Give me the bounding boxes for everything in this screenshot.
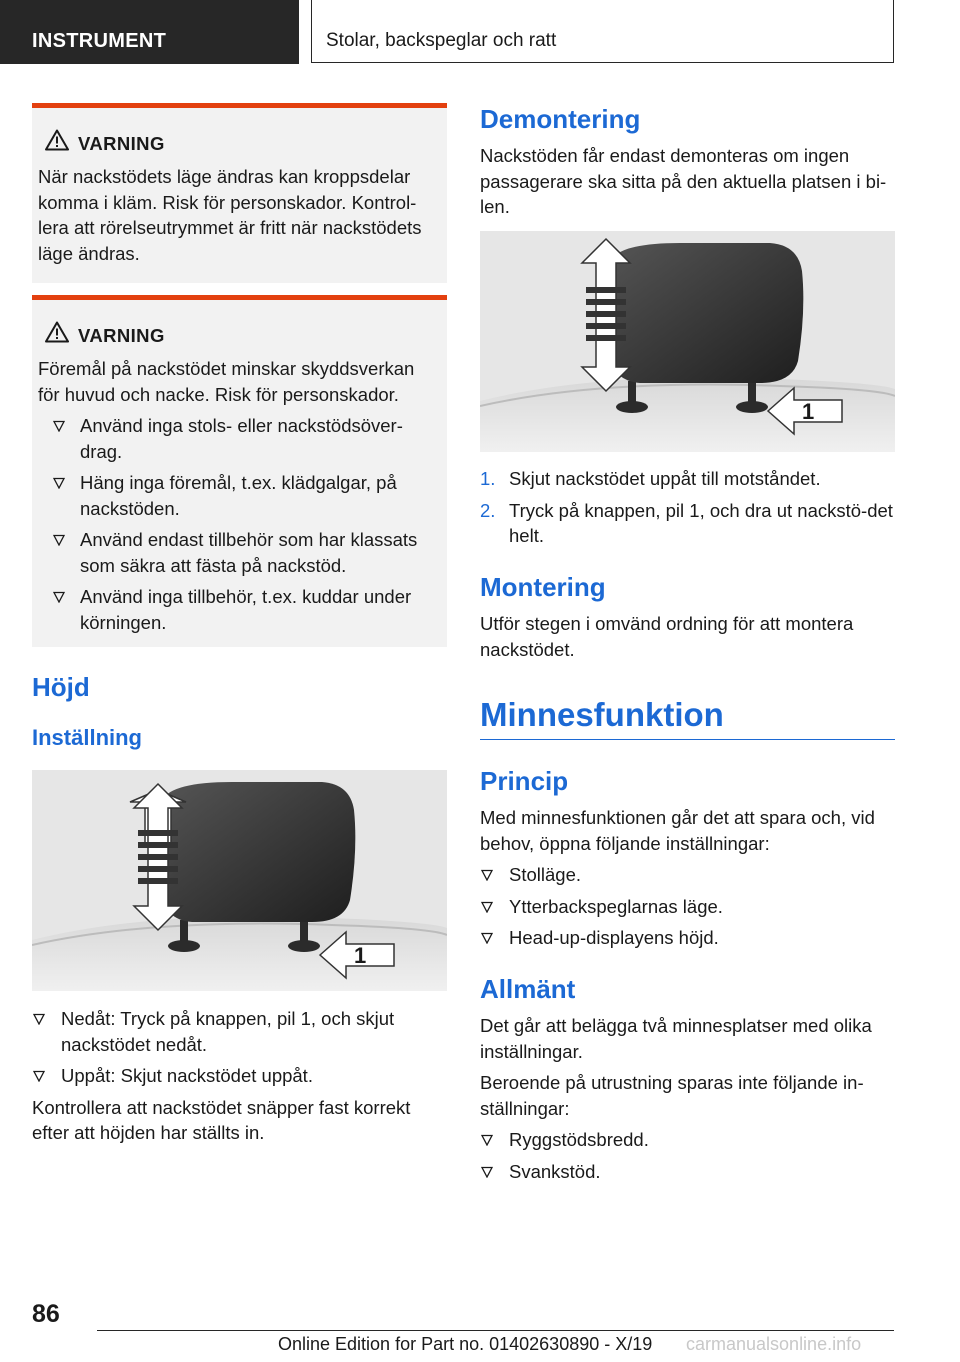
warning-triangle-icon bbox=[45, 129, 69, 151]
list-item: Använd inga stols- eller nackstödsöver-drag. bbox=[38, 413, 437, 464]
double-arrow-icon bbox=[582, 239, 630, 391]
header-section-tab bbox=[0, 0, 299, 64]
list-item: Häng inga föremål, t.ex. klädgalgar, på nackstöden. bbox=[38, 470, 437, 521]
warning-triangle-icon bbox=[45, 321, 69, 343]
warning-list bbox=[38, 413, 437, 635]
headrest-illustration bbox=[480, 231, 895, 452]
bullet-triangle-icon bbox=[481, 901, 493, 913]
double-arrow-icon bbox=[134, 784, 182, 930]
headrest-removal-figure bbox=[480, 231, 895, 452]
warning-text: Föremål på nackstödet minskar skyddsverkan för huvud och nacke. Risk för personskador. bbox=[38, 358, 415, 405]
warning-box-2 bbox=[32, 295, 447, 647]
headrest-height-figure bbox=[32, 770, 447, 991]
warning-text: När nackstödets läge ändras kan kroppsdelar komma i kläm. Risk för personskador. Kontrol-lera att rörelseutrymmet är fritt när nackstödets läge ändras. bbox=[38, 166, 422, 264]
minnesfunktion-section bbox=[480, 696, 895, 740]
figure-callout-label: 1 bbox=[354, 943, 367, 968]
montering-heading: Montering bbox=[480, 572, 606, 602]
bullet-triangle-icon bbox=[53, 591, 65, 603]
installning-heading: Inställning bbox=[32, 725, 142, 750]
hojd-section bbox=[32, 672, 447, 751]
hojd-heading: Höjd bbox=[32, 672, 90, 702]
list-item: Uppåt: Skjut nackstödet uppåt. bbox=[18, 1063, 447, 1089]
list-item: Head-up-displayens höjd. bbox=[466, 925, 895, 951]
header-section-label: INSTRUMENT bbox=[32, 30, 167, 52]
list-item: Nedåt: Tryck på knappen, pil 1, och skjut nackstödet nedåt. bbox=[18, 1006, 447, 1057]
list-item: Svankstöd. bbox=[466, 1159, 895, 1185]
demontering-heading: Demontering bbox=[480, 104, 641, 134]
list-item: Ryggstödsbredd. bbox=[466, 1127, 895, 1153]
demontering-steps bbox=[480, 466, 895, 549]
warning-title: VARNING bbox=[78, 325, 165, 346]
watermark-text: carmanualsonline.info bbox=[686, 1334, 862, 1354]
princip-text: Med minnesfunktionen går det att spara och, vid behov, öppna följande inställningar: bbox=[480, 807, 875, 854]
bullet-triangle-icon bbox=[481, 1166, 493, 1178]
allmant-heading: Allmänt bbox=[480, 974, 576, 1004]
bullet-triangle-icon bbox=[33, 1070, 45, 1082]
montering-section bbox=[480, 572, 895, 662]
bullet-triangle-icon bbox=[53, 477, 65, 489]
princip-heading: Princip bbox=[480, 766, 569, 796]
minnesfunktion-heading: Minnesfunktion bbox=[480, 696, 724, 733]
list-item: 2. Tryck på knappen, pil 1, och dra ut nackstö-det helt. bbox=[480, 499, 893, 546]
list-item: Stolläge. bbox=[466, 862, 895, 888]
page-number: 86 bbox=[32, 1300, 60, 1328]
hojd-note: Kontrollera att nackstödet snäpper fast korrekt efter att höjden har ställts in. bbox=[32, 1096, 411, 1143]
figure-callout-label: 1 bbox=[802, 399, 815, 424]
footer-rule bbox=[97, 1330, 894, 1331]
bullet-triangle-icon bbox=[53, 534, 65, 546]
header-chapter-label: Stolar, backspeglar och ratt bbox=[326, 30, 557, 51]
bullet-triangle-icon bbox=[481, 1134, 493, 1146]
footer-edition: Online Edition for Part no. 01402630890 - X/19 bbox=[278, 1334, 653, 1354]
allmant-text-1: Det går att belägga två minnesplatser med olika inställningar. bbox=[480, 1015, 872, 1062]
bullet-triangle-icon bbox=[481, 932, 493, 944]
heading-rule bbox=[480, 739, 895, 740]
header-chapter-tab bbox=[311, 0, 894, 63]
headrest-illustration bbox=[32, 770, 447, 991]
list-item: Använd endast tillbehör som har klassats som säkra att fästa på nackstöd. bbox=[38, 527, 437, 578]
warning-title: VARNING bbox=[78, 133, 165, 154]
bullet-triangle-icon bbox=[53, 420, 65, 432]
list-item: 1. Skjut nackstödet uppåt till motståndet. bbox=[480, 468, 821, 489]
princip-list bbox=[466, 862, 895, 951]
hojd-list bbox=[18, 1006, 447, 1089]
allmant-section bbox=[480, 974, 895, 1184]
bullet-triangle-icon bbox=[33, 1013, 45, 1025]
montering-text: Utför stegen i omvänd ordning för att montera nackstödet. bbox=[480, 613, 854, 660]
hojd-list-section bbox=[32, 1000, 447, 1146]
princip-section bbox=[480, 766, 895, 951]
list-item: Ytterbackspeglarnas läge. bbox=[466, 894, 895, 920]
demontering-section bbox=[480, 104, 895, 220]
bullet-triangle-icon bbox=[481, 869, 493, 881]
allmant-list bbox=[466, 1127, 895, 1184]
list-item: Använd inga tillbehör, t.ex. kuddar under körningen. bbox=[38, 584, 437, 635]
warning-box-1 bbox=[32, 103, 447, 283]
demontering-text: Nackstöden får endast demonteras om ingen passagerare ska sitta på den aktuella platsen i bi-len. bbox=[480, 145, 887, 217]
allmant-text-2: Beroende på utrustning sparas inte följande in-ställningar: bbox=[480, 1072, 864, 1119]
demontering-steps-section bbox=[480, 460, 895, 549]
